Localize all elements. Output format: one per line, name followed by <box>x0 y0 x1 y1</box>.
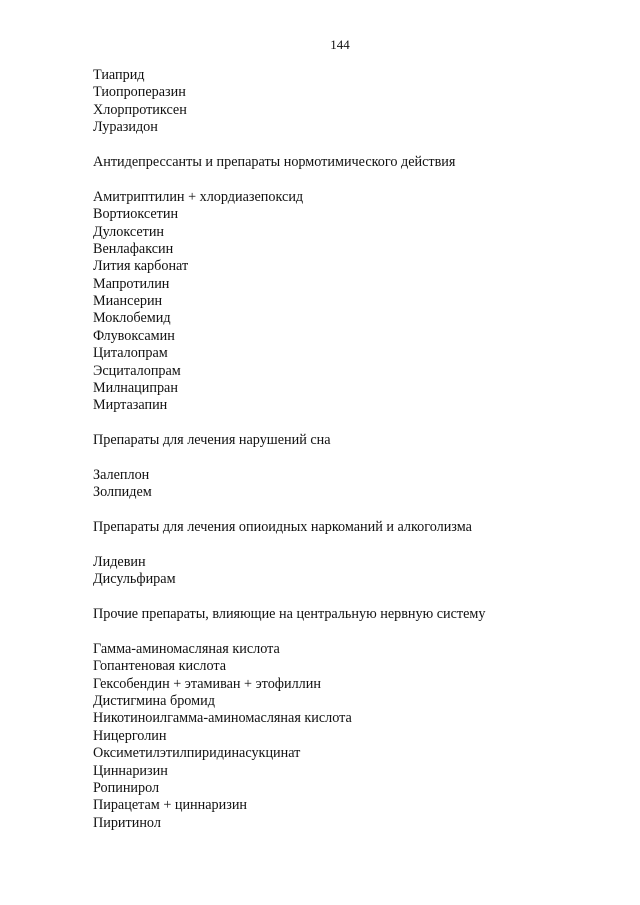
drug-list-item: Миансерин <box>93 293 163 310</box>
drug-list-item: Дистигмина бромид <box>93 693 215 710</box>
section-spacer <box>93 137 613 154</box>
section-spacer <box>93 624 613 641</box>
drug-list-item: Никотиноилгамма-аминомасляная кислота <box>93 710 352 727</box>
drug-list-item: Гопантеновая кислота <box>93 658 227 675</box>
page-number: 144 <box>330 37 350 52</box>
drug-list-item: Дулоксетин <box>93 223 165 240</box>
drug-list-item: Золпидем <box>93 484 152 501</box>
drug-list-item: Пирацетам + циннаризин <box>93 797 248 814</box>
drug-list-item: Вортиоксетин <box>93 206 179 223</box>
drug-list-item: Гамма-аминомасляная кислота <box>93 640 280 657</box>
section-heading: Препараты для лечения опиоидных наркоманий и алкоголизма <box>93 519 472 536</box>
drug-list-item: Дисульфирам <box>93 571 176 588</box>
section-heading: Антидепрессанты и препараты нормотимического действия <box>93 153 456 170</box>
drug-list-item: Тиопроперазин <box>93 84 186 101</box>
drug-list-item: Лидевин <box>93 553 146 570</box>
drug-list-item: Лития карбонат <box>93 258 189 275</box>
drug-list-item: Моклобемид <box>93 310 171 327</box>
drug-list-item: Ропинирол <box>93 780 160 797</box>
drug-list-item: Мапротилин <box>93 275 170 292</box>
drug-list-item: Венлафаксин <box>93 240 174 257</box>
drug-list-item: Пиритинол <box>93 814 161 831</box>
section-spacer <box>93 589 613 606</box>
drug-list-item: Амитриптилин + хлордиазепоксид <box>93 188 304 205</box>
drug-list-item: Гексобендин + этамиван + этофиллин <box>93 675 321 692</box>
drug-list-item: Ницерголин <box>93 727 167 744</box>
drug-list-item: Циталопрам <box>93 345 168 362</box>
section-spacer <box>93 415 613 432</box>
drug-list-item: Милнаципран <box>93 380 178 397</box>
drug-list-item: Эсциталопрам <box>93 362 181 379</box>
drug-list-item: Хлорпротиксен <box>93 101 187 118</box>
section-spacer <box>93 171 613 188</box>
drug-list-item: Оксиметилэтилпиридинасукцинат <box>93 745 301 762</box>
section-spacer <box>93 450 613 467</box>
drug-list-item: Циннаризин <box>93 762 168 779</box>
drug-list-item: Флувоксамин <box>93 327 175 344</box>
section-heading: Препараты для лечения нарушений сна <box>93 432 331 449</box>
section-spacer <box>93 537 613 554</box>
drug-list-item: Тиаприд <box>93 67 145 83</box>
drug-list-item: Миртазапин <box>93 397 168 414</box>
section-heading: Прочие препараты, влияющие на центральную нервную систему <box>93 606 486 623</box>
drug-list-item: Луразидон <box>93 119 158 136</box>
drug-list-item: Залеплон <box>93 466 150 483</box>
section-spacer <box>93 502 613 519</box>
document-body <box>93 67 613 832</box>
